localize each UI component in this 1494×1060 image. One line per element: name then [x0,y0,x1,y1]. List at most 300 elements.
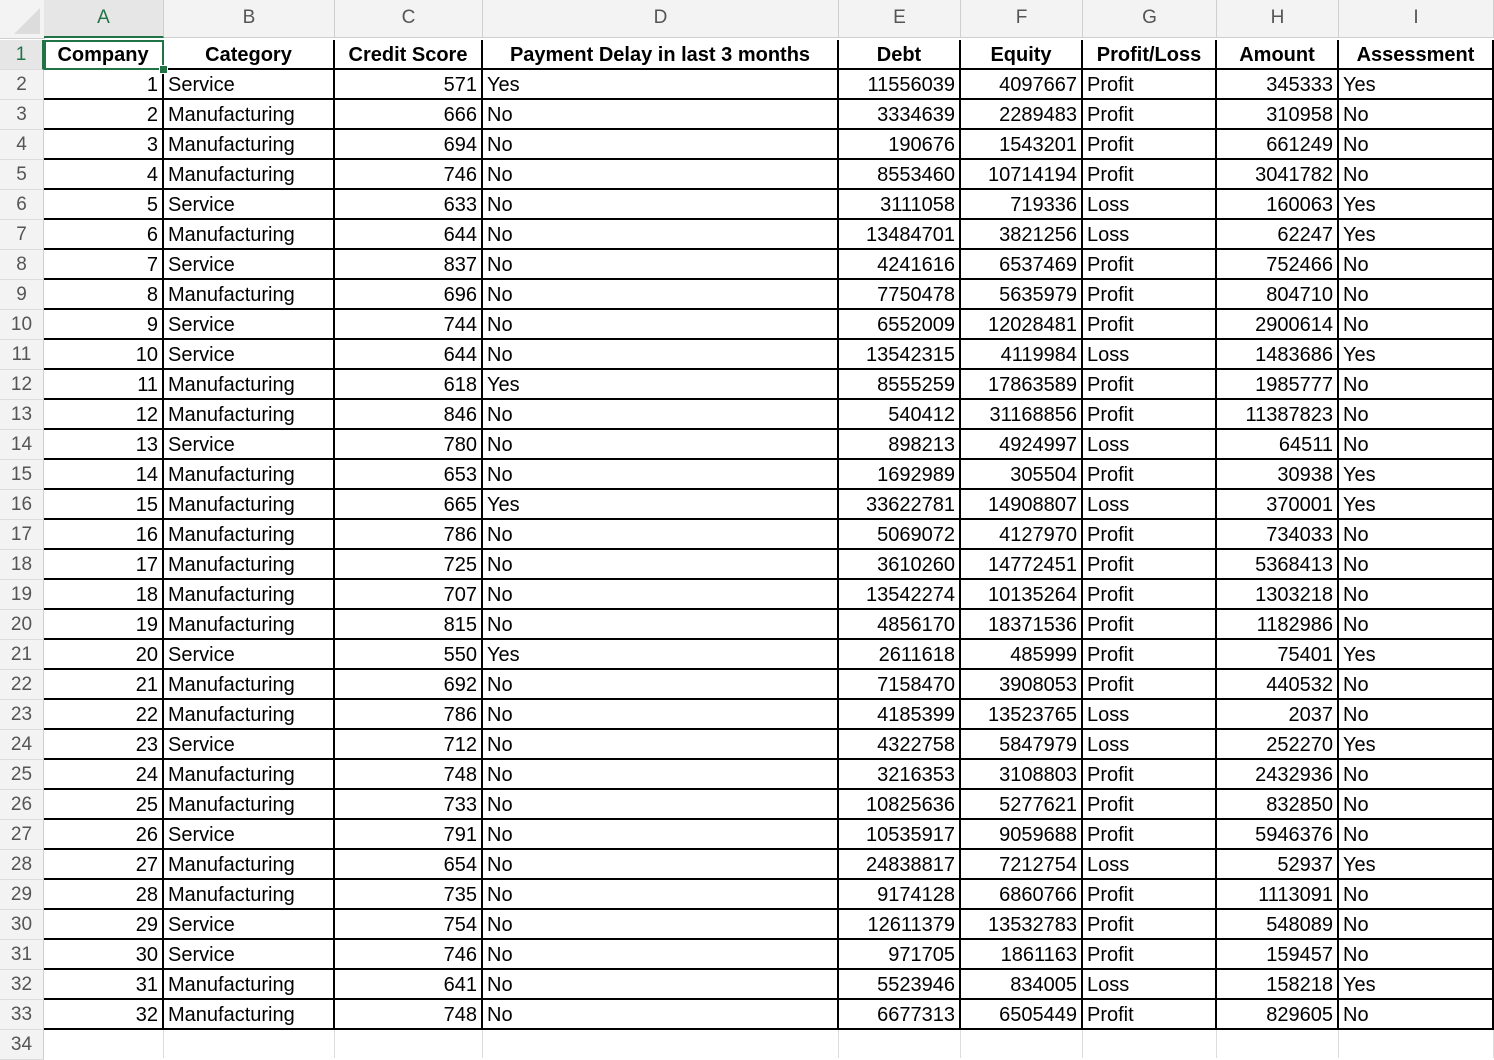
table-cell[interactable]: 310958 [1217,100,1339,130]
table-cell[interactable]: No [1339,100,1494,130]
table-cell[interactable]: Yes [1339,340,1494,370]
empty-cell[interactable] [164,1030,335,1058]
table-cell[interactable]: Loss [1083,340,1217,370]
table-cell[interactable]: No [483,550,839,580]
table-cell[interactable]: 3334639 [839,100,961,130]
table-cell[interactable]: 10 [44,340,164,370]
table-cell[interactable]: 5847979 [961,730,1083,760]
table-cell[interactable]: 18371536 [961,610,1083,640]
table-cell[interactable]: 11 [44,370,164,400]
row-header-25[interactable]: 25 [0,760,44,790]
row-header-23[interactable]: 23 [0,700,44,730]
table-cell[interactable]: Service [164,190,335,220]
table-cell[interactable]: 25 [44,790,164,820]
row-header-27[interactable]: 27 [0,820,44,850]
table-cell[interactable]: 725 [335,550,483,580]
table-cell[interactable]: No [483,760,839,790]
table-cell[interactable]: No [1339,760,1494,790]
table-cell[interactable]: 665 [335,490,483,520]
table-cell[interactable]: Profit [1083,820,1217,850]
table-cell[interactable]: Profit [1083,610,1217,640]
table-cell[interactable]: No [483,880,839,910]
table-cell[interactable]: 15 [44,490,164,520]
table-cell[interactable]: 4856170 [839,610,961,640]
table-cell[interactable]: No [1339,400,1494,430]
table-cell[interactable]: Service [164,310,335,340]
table-cell[interactable]: 548089 [1217,910,1339,940]
table-cell[interactable]: Profit [1083,520,1217,550]
table-cell[interactable]: 10714194 [961,160,1083,190]
row-header-17[interactable]: 17 [0,520,44,550]
table-cell[interactable]: Service [164,70,335,100]
table-cell[interactable]: 30938 [1217,460,1339,490]
row-header-16[interactable]: 16 [0,490,44,520]
table-cell[interactable]: 158218 [1217,970,1339,1000]
table-cell[interactable]: No [483,970,839,1000]
table-cell[interactable]: 735 [335,880,483,910]
table-cell[interactable]: 160063 [1217,190,1339,220]
table-cell[interactable]: 6505449 [961,1000,1083,1030]
table-cell[interactable]: 6677313 [839,1000,961,1030]
table-cell[interactable]: No [483,220,839,250]
table-cell[interactable]: 31 [44,970,164,1000]
column-header-f[interactable]: F [961,0,1083,38]
table-cell[interactable]: No [483,790,839,820]
empty-cell[interactable] [1217,1030,1339,1058]
empty-cell[interactable] [961,1030,1083,1058]
header-cell-e[interactable]: Debt [839,40,961,70]
table-cell[interactable]: No [1339,520,1494,550]
table-cell[interactable]: 2037 [1217,700,1339,730]
table-cell[interactable]: 4119984 [961,340,1083,370]
column-header-a[interactable]: A [44,0,164,38]
table-cell[interactable]: 834005 [961,970,1083,1000]
table-cell[interactable]: 14 [44,460,164,490]
table-cell[interactable]: 5635979 [961,280,1083,310]
table-cell[interactable]: 653 [335,460,483,490]
table-cell[interactable]: Profit [1083,940,1217,970]
table-cell[interactable]: 3908053 [961,670,1083,700]
table-cell[interactable]: Manufacturing [164,610,335,640]
table-cell[interactable]: 1985777 [1217,370,1339,400]
table-cell[interactable]: 370001 [1217,490,1339,520]
row-header-24[interactable]: 24 [0,730,44,760]
table-cell[interactable]: 733 [335,790,483,820]
table-cell[interactable]: 2900614 [1217,310,1339,340]
row-header-11[interactable]: 11 [0,340,44,370]
table-cell[interactable]: Manufacturing [164,280,335,310]
table-cell[interactable]: 190676 [839,130,961,160]
table-cell[interactable]: 27 [44,850,164,880]
table-cell[interactable]: 24838817 [839,850,961,880]
table-cell[interactable]: No [483,340,839,370]
table-cell[interactable]: No [1339,940,1494,970]
table-cell[interactable]: 654 [335,850,483,880]
table-cell[interactable]: 846 [335,400,483,430]
table-cell[interactable]: No [483,310,839,340]
header-cell-c[interactable]: Credit Score [335,40,483,70]
table-cell[interactable]: Profit [1083,580,1217,610]
row-header-32[interactable]: 32 [0,970,44,1000]
table-cell[interactable]: No [483,280,839,310]
table-cell[interactable]: 13 [44,430,164,460]
table-cell[interactable]: Loss [1083,700,1217,730]
row-header-6[interactable]: 6 [0,190,44,220]
row-header-3[interactable]: 3 [0,100,44,130]
table-cell[interactable]: 804710 [1217,280,1339,310]
table-cell[interactable]: 7 [44,250,164,280]
column-header-d[interactable]: D [483,0,839,38]
table-cell[interactable]: 305504 [961,460,1083,490]
table-cell[interactable]: Service [164,640,335,670]
table-cell[interactable]: Loss [1083,190,1217,220]
table-cell[interactable]: No [483,130,839,160]
table-cell[interactable]: 7212754 [961,850,1083,880]
table-cell[interactable]: 9059688 [961,820,1083,850]
table-cell[interactable]: 5069072 [839,520,961,550]
table-cell[interactable]: 3 [44,130,164,160]
row-header-30[interactable]: 30 [0,910,44,940]
table-cell[interactable]: Yes [1339,970,1494,1000]
table-cell[interactable]: 1 [44,70,164,100]
table-cell[interactable]: 12611379 [839,910,961,940]
table-cell[interactable]: 712 [335,730,483,760]
table-cell[interactable]: Manufacturing [164,370,335,400]
table-cell[interactable]: 2289483 [961,100,1083,130]
table-cell[interactable]: Service [164,430,335,460]
table-cell[interactable]: No [483,100,839,130]
table-cell[interactable]: 3108803 [961,760,1083,790]
empty-cell[interactable] [44,1030,164,1058]
table-cell[interactable]: 3610260 [839,550,961,580]
table-cell[interactable]: Manufacturing [164,550,335,580]
table-cell[interactable]: 13542315 [839,340,961,370]
row-header-18[interactable]: 18 [0,550,44,580]
table-cell[interactable]: No [1339,610,1494,640]
table-cell[interactable]: 10825636 [839,790,961,820]
row-header-10[interactable]: 10 [0,310,44,340]
table-cell[interactable]: 12 [44,400,164,430]
table-cell[interactable]: 13523765 [961,700,1083,730]
table-cell[interactable]: No [1339,1000,1494,1030]
table-cell[interactable]: Service [164,730,335,760]
table-cell[interactable]: 4322758 [839,730,961,760]
row-header-4[interactable]: 4 [0,130,44,160]
table-cell[interactable]: 3041782 [1217,160,1339,190]
table-cell[interactable]: 20 [44,640,164,670]
table-cell[interactable]: No [483,580,839,610]
table-cell[interactable]: 6537469 [961,250,1083,280]
table-cell[interactable]: 16 [44,520,164,550]
table-cell[interactable]: 28 [44,880,164,910]
table-cell[interactable]: 540412 [839,400,961,430]
table-cell[interactable]: 14908807 [961,490,1083,520]
table-cell[interactable]: No [1339,670,1494,700]
table-cell[interactable]: 4924997 [961,430,1083,460]
empty-cell[interactable] [839,1030,961,1058]
table-cell[interactable]: Yes [1339,70,1494,100]
table-cell[interactable]: No [483,460,839,490]
table-cell[interactable]: Manufacturing [164,850,335,880]
table-cell[interactable]: 719336 [961,190,1083,220]
table-cell[interactable]: 10535917 [839,820,961,850]
table-cell[interactable]: No [1339,370,1494,400]
row-header-20[interactable]: 20 [0,610,44,640]
table-cell[interactable]: Manufacturing [164,670,335,700]
table-cell[interactable]: No [1339,160,1494,190]
row-header-33[interactable]: 33 [0,1000,44,1030]
table-cell[interactable]: Loss [1083,490,1217,520]
table-cell[interactable]: 62247 [1217,220,1339,250]
table-cell[interactable]: 6552009 [839,310,961,340]
table-cell[interactable]: 1543201 [961,130,1083,160]
table-cell[interactable]: 696 [335,280,483,310]
row-header-21[interactable]: 21 [0,640,44,670]
table-cell[interactable]: 748 [335,760,483,790]
table-cell[interactable]: 64511 [1217,430,1339,460]
column-header-h[interactable]: H [1217,0,1339,38]
table-cell[interactable]: No [483,160,839,190]
table-cell[interactable]: No [483,700,839,730]
table-cell[interactable]: 9 [44,310,164,340]
table-cell[interactable]: No [1339,910,1494,940]
table-cell[interactable]: 345333 [1217,70,1339,100]
table-cell[interactable]: Yes [1339,490,1494,520]
row-header-15[interactable]: 15 [0,460,44,490]
table-cell[interactable]: 31168856 [961,400,1083,430]
table-cell[interactable]: No [483,670,839,700]
column-header-i[interactable]: I [1339,0,1494,38]
row-header-2[interactable]: 2 [0,70,44,100]
table-cell[interactable]: 644 [335,340,483,370]
table-cell[interactable]: No [1339,550,1494,580]
table-cell[interactable]: 485999 [961,640,1083,670]
row-header-5[interactable]: 5 [0,160,44,190]
row-header-12[interactable]: 12 [0,370,44,400]
table-cell[interactable]: Yes [1339,190,1494,220]
table-cell[interactable]: 32 [44,1000,164,1030]
table-cell[interactable]: 4 [44,160,164,190]
table-cell[interactable]: 633 [335,190,483,220]
table-cell[interactable]: 5277621 [961,790,1083,820]
table-cell[interactable]: Profit [1083,130,1217,160]
table-cell[interactable]: 12028481 [961,310,1083,340]
table-cell[interactable]: 837 [335,250,483,280]
row-header-26[interactable]: 26 [0,790,44,820]
table-cell[interactable]: Manufacturing [164,970,335,1000]
table-cell[interactable]: 11387823 [1217,400,1339,430]
table-cell[interactable]: 30 [44,940,164,970]
table-cell[interactable]: Profit [1083,640,1217,670]
table-cell[interactable]: 4127970 [961,520,1083,550]
column-header-c[interactable]: C [335,0,483,38]
table-cell[interactable]: 692 [335,670,483,700]
header-cell-h[interactable]: Amount [1217,40,1339,70]
table-cell[interactable]: No [1339,310,1494,340]
table-cell[interactable]: Manufacturing [164,880,335,910]
table-cell[interactable]: Yes [1339,220,1494,250]
table-cell[interactable]: No [483,430,839,460]
row-header-29[interactable]: 29 [0,880,44,910]
table-cell[interactable]: 5946376 [1217,820,1339,850]
table-cell[interactable]: Manufacturing [164,1000,335,1030]
empty-cell[interactable] [335,1030,483,1058]
header-cell-g[interactable]: Profit/Loss [1083,40,1217,70]
table-cell[interactable]: Profit [1083,310,1217,340]
fill-handle[interactable] [159,65,168,74]
table-cell[interactable]: 3111058 [839,190,961,220]
header-cell-a[interactable]: Company [44,40,164,70]
table-cell[interactable]: 252270 [1217,730,1339,760]
table-cell[interactable]: 8555259 [839,370,961,400]
table-cell[interactable]: Yes [1339,640,1494,670]
table-cell[interactable]: 748 [335,1000,483,1030]
table-cell[interactable]: No [483,1000,839,1030]
table-cell[interactable]: Loss [1083,850,1217,880]
table-cell[interactable]: 3216353 [839,760,961,790]
table-cell[interactable]: 1483686 [1217,340,1339,370]
table-cell[interactable]: 29 [44,910,164,940]
table-cell[interactable]: 11556039 [839,70,961,100]
table-cell[interactable]: 2 [44,100,164,130]
table-cell[interactable]: No [1339,880,1494,910]
table-cell[interactable]: 746 [335,160,483,190]
table-cell[interactable]: 1861163 [961,940,1083,970]
table-cell[interactable]: 52937 [1217,850,1339,880]
table-cell[interactable]: Loss [1083,430,1217,460]
table-cell[interactable]: 17 [44,550,164,580]
row-header-8[interactable]: 8 [0,250,44,280]
table-cell[interactable]: 1182986 [1217,610,1339,640]
table-cell[interactable]: 75401 [1217,640,1339,670]
table-cell[interactable]: Manufacturing [164,580,335,610]
table-cell[interactable]: Profit [1083,760,1217,790]
row-header-13[interactable]: 13 [0,400,44,430]
table-cell[interactable]: Profit [1083,100,1217,130]
table-cell[interactable]: 661249 [1217,130,1339,160]
table-cell[interactable]: No [483,520,839,550]
table-cell[interactable]: No [1339,430,1494,460]
table-cell[interactable]: Service [164,820,335,850]
table-cell[interactable]: 13484701 [839,220,961,250]
table-cell[interactable]: Loss [1083,970,1217,1000]
table-cell[interactable]: Manufacturing [164,520,335,550]
table-cell[interactable]: 13542274 [839,580,961,610]
table-cell[interactable]: Manufacturing [164,790,335,820]
table-cell[interactable]: Service [164,910,335,940]
column-header-g[interactable]: G [1083,0,1217,38]
table-cell[interactable]: 4241616 [839,250,961,280]
table-cell[interactable]: 1113091 [1217,880,1339,910]
table-cell[interactable]: 644 [335,220,483,250]
table-cell[interactable]: Manufacturing [164,400,335,430]
table-cell[interactable]: Manufacturing [164,130,335,160]
table-cell[interactable]: Yes [1339,730,1494,760]
table-cell[interactable]: 641 [335,970,483,1000]
table-cell[interactable]: 5 [44,190,164,220]
row-header-22[interactable]: 22 [0,670,44,700]
table-cell[interactable]: 14772451 [961,550,1083,580]
table-cell[interactable]: No [1339,700,1494,730]
table-cell[interactable]: 23 [44,730,164,760]
table-cell[interactable]: No [483,850,839,880]
empty-cell[interactable] [483,1030,839,1058]
table-cell[interactable]: 21 [44,670,164,700]
table-cell[interactable]: 1303218 [1217,580,1339,610]
table-cell[interactable]: Profit [1083,400,1217,430]
table-cell[interactable]: 618 [335,370,483,400]
table-cell[interactable]: 159457 [1217,940,1339,970]
table-cell[interactable]: 33622781 [839,490,961,520]
column-header-b[interactable]: B [164,0,335,38]
table-cell[interactable]: 18 [44,580,164,610]
table-cell[interactable]: No [1339,820,1494,850]
table-cell[interactable]: Profit [1083,790,1217,820]
empty-cell[interactable] [1083,1030,1217,1058]
table-cell[interactable]: 752466 [1217,250,1339,280]
header-cell-i[interactable]: Assessment [1339,40,1494,70]
table-cell[interactable]: 786 [335,700,483,730]
table-cell[interactable]: Service [164,940,335,970]
table-cell[interactable]: Manufacturing [164,220,335,250]
table-cell[interactable]: 786 [335,520,483,550]
table-cell[interactable]: 7158470 [839,670,961,700]
table-cell[interactable]: 791 [335,820,483,850]
table-cell[interactable]: No [483,730,839,760]
table-cell[interactable]: 6860766 [961,880,1083,910]
row-header-1[interactable]: 1 [0,40,44,70]
table-cell[interactable]: Manufacturing [164,760,335,790]
table-cell[interactable]: 3821256 [961,220,1083,250]
table-cell[interactable]: Manufacturing [164,700,335,730]
table-cell[interactable]: Service [164,340,335,370]
row-header-14[interactable]: 14 [0,430,44,460]
table-cell[interactable]: 780 [335,430,483,460]
table-cell[interactable]: 829605 [1217,1000,1339,1030]
table-cell[interactable]: No [483,190,839,220]
table-cell[interactable]: 22 [44,700,164,730]
column-header-e[interactable]: E [839,0,961,38]
table-cell[interactable]: Yes [483,490,839,520]
table-cell[interactable]: 8553460 [839,160,961,190]
table-cell[interactable]: Profit [1083,250,1217,280]
table-cell[interactable]: Profit [1083,550,1217,580]
table-cell[interactable]: Profit [1083,880,1217,910]
table-cell[interactable]: No [1339,280,1494,310]
table-cell[interactable]: 9174128 [839,880,961,910]
table-cell[interactable]: No [1339,580,1494,610]
table-cell[interactable]: 694 [335,130,483,160]
table-cell[interactable]: 898213 [839,430,961,460]
table-cell[interactable]: 26 [44,820,164,850]
table-cell[interactable]: No [483,400,839,430]
table-cell[interactable]: 4097667 [961,70,1083,100]
table-cell[interactable]: No [483,250,839,280]
table-cell[interactable]: Profit [1083,280,1217,310]
table-cell[interactable]: Yes [1339,850,1494,880]
header-cell-b[interactable]: Category [164,40,335,70]
table-cell[interactable]: Profit [1083,910,1217,940]
table-cell[interactable]: 13532783 [961,910,1083,940]
table-cell[interactable]: 8 [44,280,164,310]
table-cell[interactable]: Loss [1083,220,1217,250]
table-cell[interactable]: 2432936 [1217,760,1339,790]
table-cell[interactable]: 744 [335,310,483,340]
table-cell[interactable]: No [1339,130,1494,160]
table-cell[interactable]: 19 [44,610,164,640]
table-cell[interactable]: 5523946 [839,970,961,1000]
table-cell[interactable]: No [483,610,839,640]
